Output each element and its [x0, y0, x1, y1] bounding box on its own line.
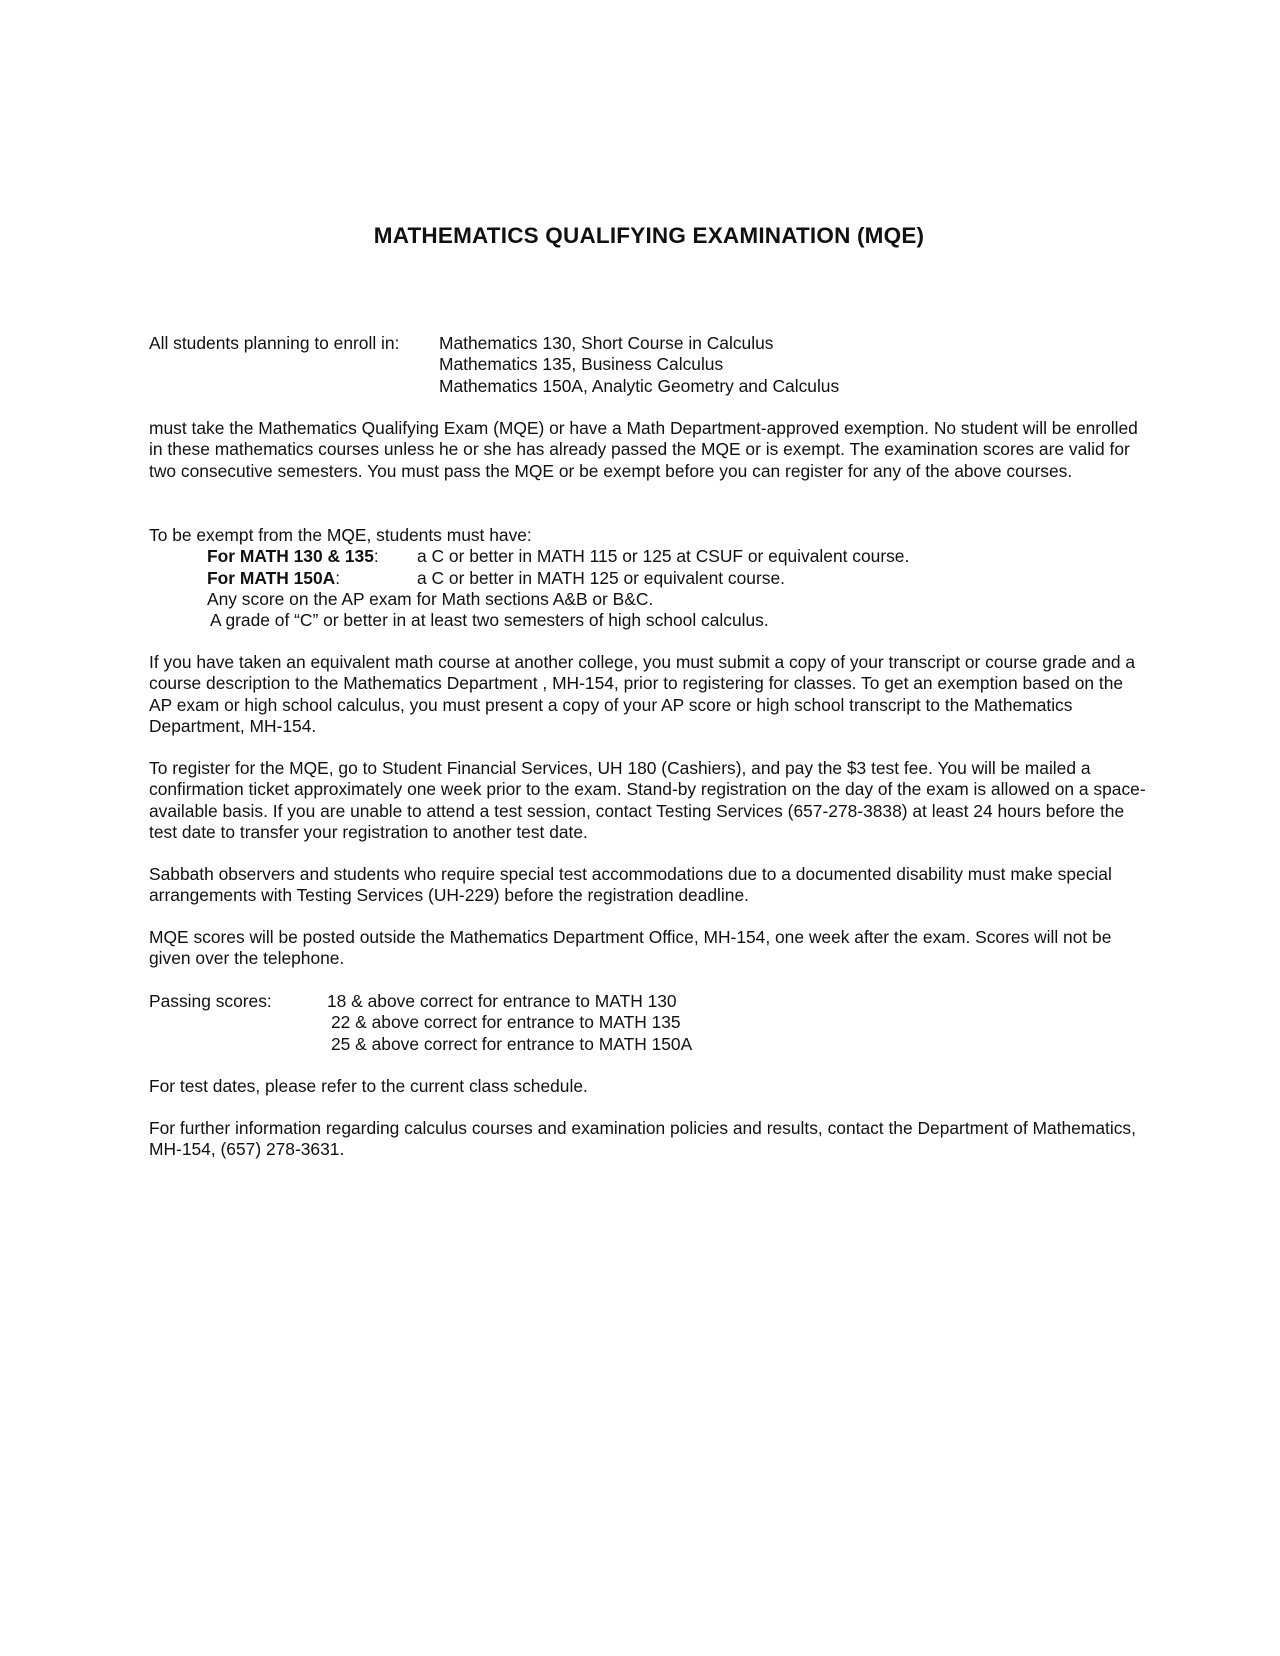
exemption-rule-key: For MATH 130 & 135: [207, 546, 374, 567]
course-item: Mathematics 135, Business Calculus: [439, 354, 724, 375]
exemption-rule-colon: :: [335, 567, 341, 588]
enroll-label: All students planning to enroll in:: [149, 333, 400, 353]
exemption-section: [149, 525, 1149, 631]
accommodations-paragraph: Sabbath observers and students who require special test accommodations due to a documented disability must make special arrangements with Testing Services (UH-229) before the registration deadline.: [149, 864, 1112, 906]
scores-paragraph: MQE scores will be posted outside the Mathematics Department Office, MH-154, one week after the exam. Scores will not be given over the telephone.: [149, 927, 1112, 969]
contact-paragraph: For further information regarding calculus courses and examination policies and results, contact the Department of Mathematics, MH-154, (657) 278-3631.: [149, 1118, 1136, 1160]
enroll-section: [149, 333, 1149, 397]
exemption-rule-colon: :: [373, 546, 379, 567]
passing-scores-section: [149, 991, 1149, 1055]
test-dates-paragraph: For test dates, please refer to the current class schedule.: [149, 1076, 588, 1096]
passing-scores-list: [327, 991, 692, 1055]
requirement-paragraph: must take the Mathematics Qualifying Exam (MQE) or have a Math Department-approved exemption. No student will be enrolled in these mathematics courses unless he or she has already passed the MQE or is exempt. The examination scores are valid for two consecutive semesters. You must pass the MQE or be exempt before you can register for any of the above courses.: [149, 418, 1138, 481]
course-list: [439, 333, 839, 397]
course-item: Mathematics 150A, Analytic Geometry and Calculus: [439, 375, 840, 396]
exemption-intro: To be exempt from the MQE, students must have:: [149, 525, 532, 545]
page-title: MATHEMATICS QUALIFYING EXAMINATION (MQE): [373, 223, 925, 248]
registration-paragraph: To register for the MQE, go to Student Financial Services, UH 180 (Cashiers), and pay the $3 test fee. You will be mailed a confirmation ticket approximately one week prior to the exam. Stand-by registration on the day of the exam is allowed on a space-available basis. If you are unable to attend a test session, contact Testing Services (657-278-3838) at least 24 hours before the test date to transfer your registration to another test date.: [149, 758, 1146, 842]
exemption-rule-value: a C or better in MATH 115 or 125 at CSUF or equivalent course.: [417, 546, 910, 567]
passing-score-item: 18 & above correct for entrance to MATH 130: [327, 991, 677, 1011]
passing-score-item: 25 & above correct for entrance to MATH 150A: [331, 1033, 693, 1054]
passing-scores-label: Passing scores:: [149, 991, 272, 1011]
exemption-other: [149, 589, 1149, 610]
exemption-rule: [149, 546, 1149, 567]
exemption-rule-key: For MATH 150A: [207, 567, 336, 588]
passing-score-item: 22 & above correct for entrance to MATH 135: [331, 1012, 681, 1033]
exemption-rule: [149, 568, 1149, 589]
exemption-other-text: A grade of “C” or better in at least two semesters of high school calculus.: [210, 610, 769, 631]
exemption-other-text: Any score on the AP exam for Math sections A&B or B&C.: [207, 588, 654, 609]
course-item: Mathematics 130, Short Course in Calculus: [439, 333, 774, 353]
exemption-rule-value: a C or better in MATH 125 or equivalent course.: [417, 567, 785, 588]
equivalent-course-paragraph: If you have taken an equivalent math course at another college, you must submit a copy of your transcript or course grade and a course description to the Mathematics Department , MH-154, prior to registering for classes. To get an exemption based on the AP exam or high school calculus, you must present a copy of your AP score or high school transcript to the Mathematics Department, MH-154.: [149, 652, 1136, 736]
exemption-other: [149, 610, 1149, 631]
